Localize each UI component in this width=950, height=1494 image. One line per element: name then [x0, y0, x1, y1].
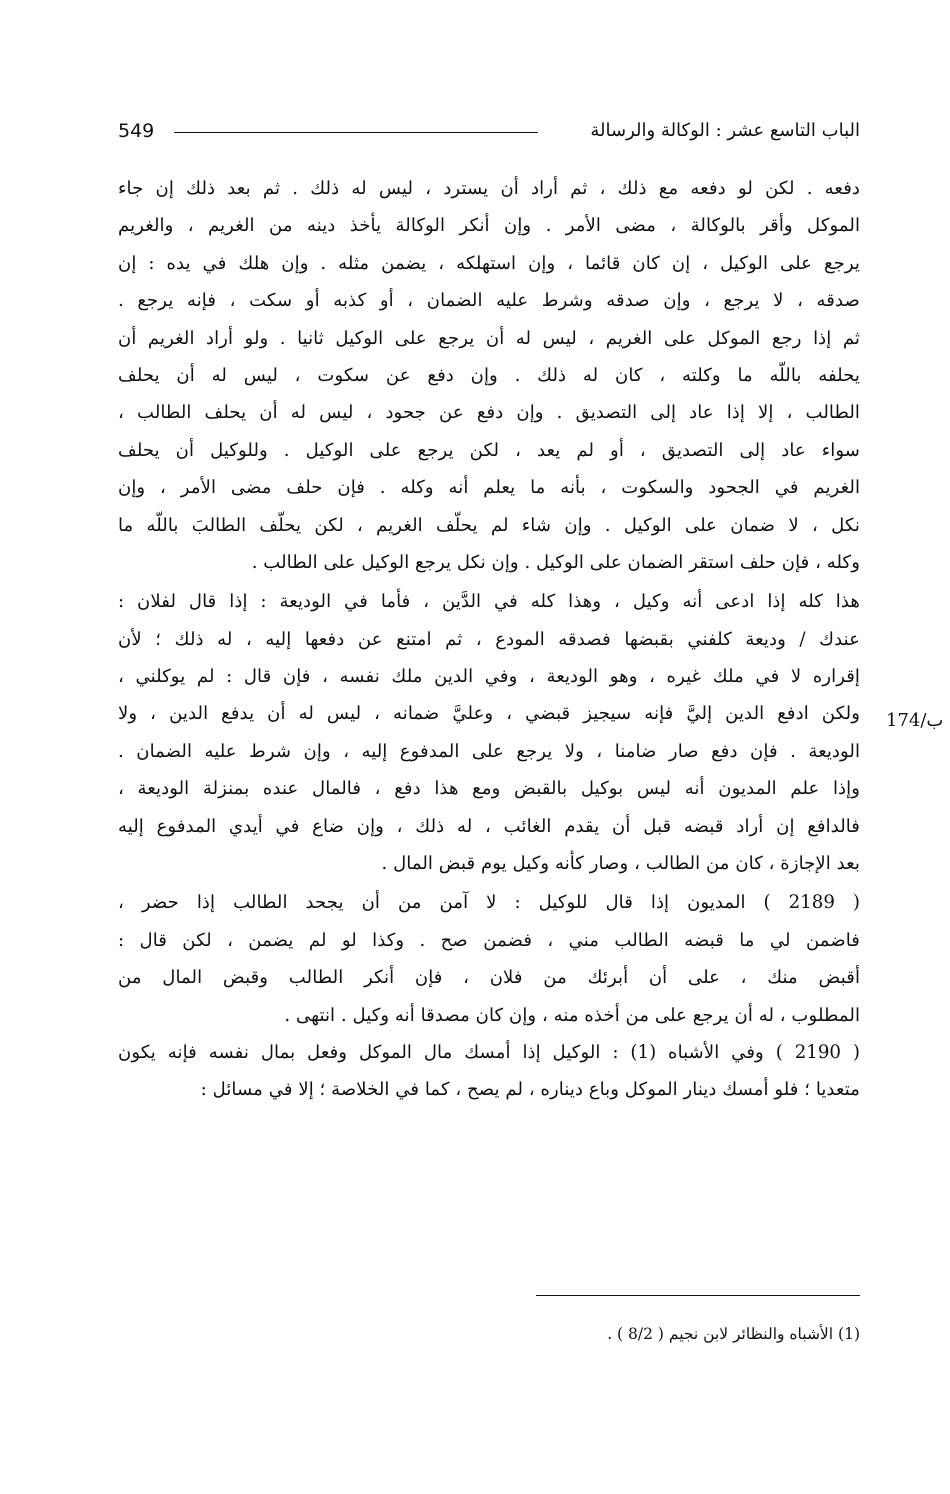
body-text	[118, 170, 860, 1109]
text-line: ( 2190 ) وفي الأشباه (1) : الوكيل إذا أمسك مال الموكل وفعل بمال نفسه فإنه يكون	[118, 1041, 860, 1063]
text-line: بعد الإجازة ، كان من الطالب ، وصار كأنه وكيل يوم قبض المال .	[381, 853, 860, 875]
footnote-rule	[536, 1295, 860, 1296]
text-line: متعديا ؛ فلو أمسك دينار الموكل وباع ديناره ، لم يصح ، كما في الخلاصة ؛ إلا في مسائل :	[200, 1079, 860, 1101]
chapter-title: الباب التاسع عشر : الوكالة والرسالة	[590, 120, 860, 141]
text-line: الغريم في الجحود والسكوت ، بأنه ما يعلم أنه وكله . فإن حلف مضى الأمر ، وإن	[118, 477, 860, 499]
text-line: ولكن ادفع الدين إليَّ فإنه سيجيز قبضي ، وعليَّ ضمانه ، ليس له أن يدفع الدين ، ولا	[118, 703, 860, 725]
text-line: ثم إذا رجع الموكل على الغريم ، ليس له أن يرجع على الوكيل ثانيا . ولو أراد الغريم أن	[118, 327, 860, 349]
text-line: فاضمن لي ما قبضه الطالب مني ، فضمن صح . وكذا لو لم يضمن ، لكن قال :	[118, 929, 860, 951]
text-line: يرجع على الوكيل ، إن كان قائما ، وإن استهلكه ، يضمن مثله . وإن هلك في يده : إن	[118, 252, 860, 274]
text-line: فالدافع إن أراد قبضه قبل أن يقدم الغائب ، له ذلك ، وإن ضاع في أيدي المدفوع إليه	[118, 815, 860, 837]
text-line: الموكل وأقر بالوكالة ، مضى الأمر . وإن أنكر الوكالة يأخذ دينه من الغريم ، والغريم	[118, 215, 860, 237]
text-line: يحلفه باللّه ما وكلته ، كان له ذلك . وإن دفع عن سكوت ، ليس له أن يحلف	[118, 364, 860, 386]
text-line: صدقه ، لا يرجع ، وإن صدقه وشرط عليه الضمان ، أو كذبه أو سكت ، فإنه يرجع .	[118, 290, 860, 312]
text-line: سواء عاد إلى التصديق ، أو لم يعد ، لكن يرجع على الوكيل . وللوكيل أن يحلف	[118, 439, 860, 461]
text-line: عندك / وديعة كلفني بقبضها فصدقه المودع ، ثم امتنع عن دفعها إليه ، له ذلك ؛ لأن	[118, 628, 860, 650]
text-line: نكل ، لا ضمان على الوكيل . وإن شاء لم يحلّف الغريم ، لكن يحلّف الطالبَ باللّه ما	[118, 514, 860, 536]
running-header	[118, 118, 860, 148]
folio-margin-note: 174/ب	[886, 710, 944, 731]
page-number: 549	[118, 120, 155, 142]
text-line: هذا كله إذا ادعى أنه وكيل ، وهذا كله في الدَّين ، فأما في الوديعة : إذا قال لفلان :	[118, 591, 860, 613]
header-rule	[174, 132, 538, 133]
text-line: أقبض منك ، على أن أبرئك من فلان ، فإن أنكر الطالب وقبض المال من	[118, 967, 860, 989]
text-line: المطلوب ، له أن يرجع على من أخذه منه ، وإن كان مصدقا أنه وكيل . انتهى .	[284, 1004, 860, 1026]
text-line: الطالب ، إلا إذا عاد إلى التصديق . وإن دفع عن جحود ، ليس له أن يحلف الطالب ،	[118, 402, 860, 424]
text-line: إقراره لا في ملك غيره ، وهو الوديعة ، وفي الدين ملك نفسه ، فإن قال : لم يوكلني ،	[118, 666, 860, 688]
text-line: وإذا علم المديون أنه ليس بوكيل بالقبض ومع هذا دفع ، فالمال عنده بمنزلة الوديعة ،	[118, 778, 860, 800]
text-line: ( 2189 ) المديون إذا قال للوكيل : لا آمن من أن يجحد الطالب إذا حضر ،	[118, 892, 860, 914]
footnote: (1) الأشباه والنظائر لابن نجيم ( 8/2 ) .	[607, 1325, 860, 1343]
text-line: الوديعة . فإن دفع صار ضامنا ، ولا يرجع على المدفوع إليه ، وإن شرط عليه الضمان .	[118, 740, 860, 762]
text-line: وكله ، فإن حلف استقر الضمان على الوكيل . وإن نكل يرجع الوكيل على الطالب .	[251, 551, 860, 573]
text-line: دفعه . لكن لو دفعه مع ذلك ، ثم أراد أن يسترد ، ليس له ذلك . ثم بعد ذلك إن جاء	[118, 178, 860, 199]
